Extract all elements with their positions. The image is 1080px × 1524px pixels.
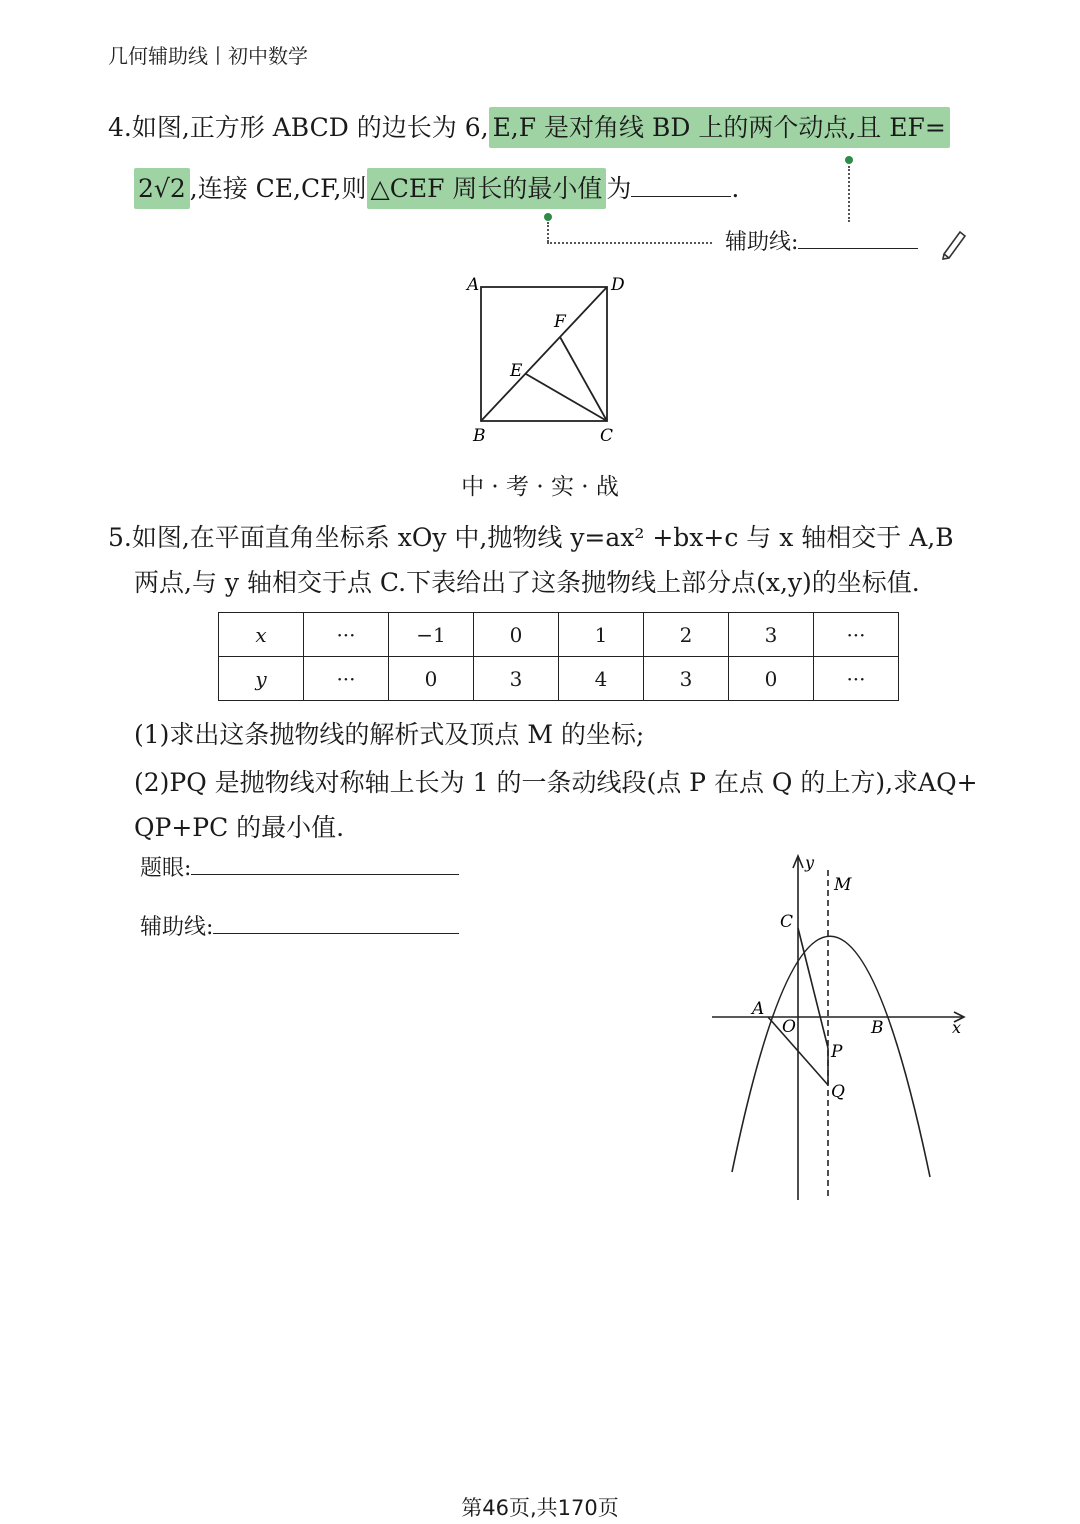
table-cell: 1 <box>559 613 644 657</box>
label-y: y <box>805 853 815 872</box>
table-cell: 3 <box>474 657 559 701</box>
q5-part2-line1: (2)PQ 是抛物线对称轴上长为 1 的一条动线段(点 P 在点 Q 的上方),求AQ+ <box>134 768 978 797</box>
q5-text-line1: 如图,在平面直角坐标系 xOy 中,抛物线 y=ax² +bx+c 与 x 轴相交于 A,B <box>131 523 954 552</box>
q5-part1: (1)求出这条抛物线的解析式及顶点 M 的坐标; <box>134 720 645 749</box>
page-header: 几何辅助线丨初中数学 <box>108 44 308 68</box>
table-row-y <box>219 657 899 701</box>
table-row-x <box>219 613 899 657</box>
q5-line1 <box>108 525 954 550</box>
q4-aux-label: 辅助线: <box>725 230 799 255</box>
label-x: x <box>952 1018 962 1037</box>
table-header-x: x <box>219 613 304 657</box>
q5-line2: 两点,与 y 轴相交于点 C.下表给出了这条抛物线上部分点(x,y)的坐标值. <box>134 568 920 597</box>
q5-aux-line <box>140 917 459 939</box>
label-q: Q <box>831 1082 845 1102</box>
q4-highlight-length: 2√2 <box>134 168 190 209</box>
q4-square-figure <box>460 270 630 450</box>
table-cell: ··· <box>814 613 899 657</box>
page-footer: 第46页,共170页 <box>461 1496 619 1520</box>
table-header-y: y <box>219 657 304 701</box>
annotation-dot <box>845 156 853 164</box>
label-a: A <box>752 999 765 1019</box>
q5-keyword-line <box>140 858 459 880</box>
q5-number: 5. <box>108 523 132 552</box>
q4-line1 <box>108 115 950 140</box>
table-cell: 4 <box>559 657 644 701</box>
q4-highlight-condition: E,F 是对角线 BD 上的两个动点,且 EF= <box>489 107 950 148</box>
q4-answer-blank <box>631 196 731 197</box>
segment-cp <box>798 928 828 1048</box>
diagonal-bd <box>481 287 607 421</box>
label-c: C <box>600 426 614 446</box>
label-d: D <box>611 275 625 295</box>
q5-parabola-figure <box>700 850 970 1205</box>
annotation-connector <box>848 166 850 222</box>
table-cell: ··· <box>304 657 389 701</box>
q4-text-end: . <box>731 174 740 203</box>
q5-keyword-blank <box>191 874 459 875</box>
label-b: B <box>473 426 486 446</box>
section-title: 中 · 考 · 实 · 战 <box>461 474 619 500</box>
label-e: E <box>510 361 523 381</box>
q4-number: 4. <box>108 113 132 142</box>
annotation-connector <box>547 242 712 244</box>
table-cell: 3 <box>729 613 814 657</box>
q5-coordinate-table <box>218 612 899 701</box>
label-c: C <box>780 912 794 932</box>
label-f: F <box>554 312 566 332</box>
q4-text-before: 如图,正方形 ABCD 的边长为 6, <box>131 113 489 142</box>
table-cell: 0 <box>729 657 814 701</box>
annotation-connector <box>547 222 549 242</box>
table-cell: ··· <box>304 613 389 657</box>
q5-keyword-label: 题眼: <box>140 856 192 881</box>
table-cell: ··· <box>814 657 899 701</box>
table-cell: 2 <box>644 613 729 657</box>
label-b: B <box>871 1018 884 1038</box>
table-cell: 0 <box>474 613 559 657</box>
label-a: A <box>467 275 480 295</box>
q4-aux-blank <box>798 248 918 249</box>
pencil-icon <box>938 228 968 260</box>
table-cell: 0 <box>389 657 474 701</box>
q5-part2-line2: QP+PC 的最小值. <box>134 813 345 842</box>
table-cell: −1 <box>389 613 474 657</box>
q5-aux-blank <box>213 933 459 934</box>
q4-line2 <box>134 176 739 201</box>
q5-aux-label: 辅助线: <box>140 915 214 940</box>
table-cell: 3 <box>644 657 729 701</box>
label-p: P <box>831 1042 843 1062</box>
label-o: O <box>782 1017 796 1037</box>
q4-text-middle: ,连接 CE,CF,则 <box>189 174 367 203</box>
label-m: M <box>834 875 852 895</box>
q4-highlight-target: △CEF 周长的最小值 <box>367 168 607 209</box>
q4-aux-line <box>725 232 918 254</box>
annotation-dot <box>544 213 552 221</box>
q4-text-after: 为 <box>606 174 632 203</box>
